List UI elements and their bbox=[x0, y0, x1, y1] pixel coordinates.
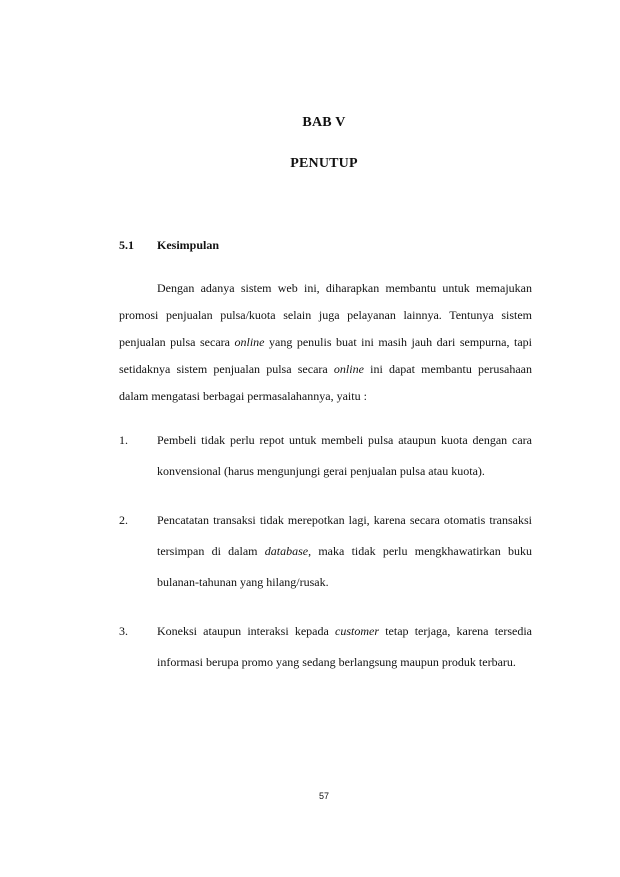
section-heading bbox=[119, 238, 219, 253]
section-number: 5.1 bbox=[119, 238, 134, 252]
list-item-text: Pembeli tidak perlu repot untuk membeli pulsa ataupun kuota dengan cara konvensional (harus mengunjungi gerai penjualan pulsa atau kuota). bbox=[157, 433, 532, 478]
conclusion-list bbox=[119, 425, 532, 696]
list-item-italic-term: database bbox=[264, 544, 309, 558]
paragraph-text: Dengan adanya sistem web ini, diharapkan membantu untuk memajukan promosi penjualan pulsa/kuota selain juga pelayanan lainnya. Tentunya sistem penjualan pulsa secara bbox=[119, 281, 532, 349]
list-item-text-part: Pencatatan transaksi tidak merepotkan lagi, karena secara otomatis transaksi tersimpan di dalam bbox=[157, 513, 532, 558]
chapter-title: BAB V bbox=[302, 115, 346, 130]
list-item-number: 3. bbox=[119, 624, 128, 638]
list-item-text bbox=[157, 616, 532, 678]
chapter-subtitle: PENUTUP bbox=[290, 156, 358, 171]
page-number: 57 bbox=[318, 791, 329, 801]
list-item bbox=[119, 616, 532, 678]
list-item-number: 2. bbox=[119, 513, 128, 527]
list-item-text-part: tetap terjaga, karena tersedia informasi berupa promo yang sedang berlangsung maupun produk terbaru. bbox=[157, 624, 532, 669]
paragraph-italic-term: online bbox=[333, 362, 364, 376]
list-item-number: 1. bbox=[119, 433, 128, 447]
list-item-text bbox=[157, 505, 532, 598]
paragraph-italic-term: online bbox=[234, 335, 265, 349]
list-item-italic-term: customer bbox=[335, 624, 380, 638]
section-title: Kesimpulan bbox=[157, 238, 220, 252]
list-item-text-part: , maka tidak perlu mengkhawatirkan buku bulanan-tahunan yang hilang/rusak. bbox=[157, 544, 532, 589]
paragraph-text: yang penulis buat ini masih jauh dari sempurna, tapi setidaknya sistem penjualan pulsa secara bbox=[119, 335, 532, 376]
list-item bbox=[119, 505, 532, 598]
list-item bbox=[119, 425, 532, 487]
paragraph-text: ini dapat membantu perusahaan dalam mengatasi berbagai permasalahannya, yaitu : bbox=[119, 362, 532, 403]
intro-paragraph bbox=[119, 275, 532, 410]
list-item-text-part: Koneksi ataupun interaksi kepada bbox=[157, 624, 336, 638]
